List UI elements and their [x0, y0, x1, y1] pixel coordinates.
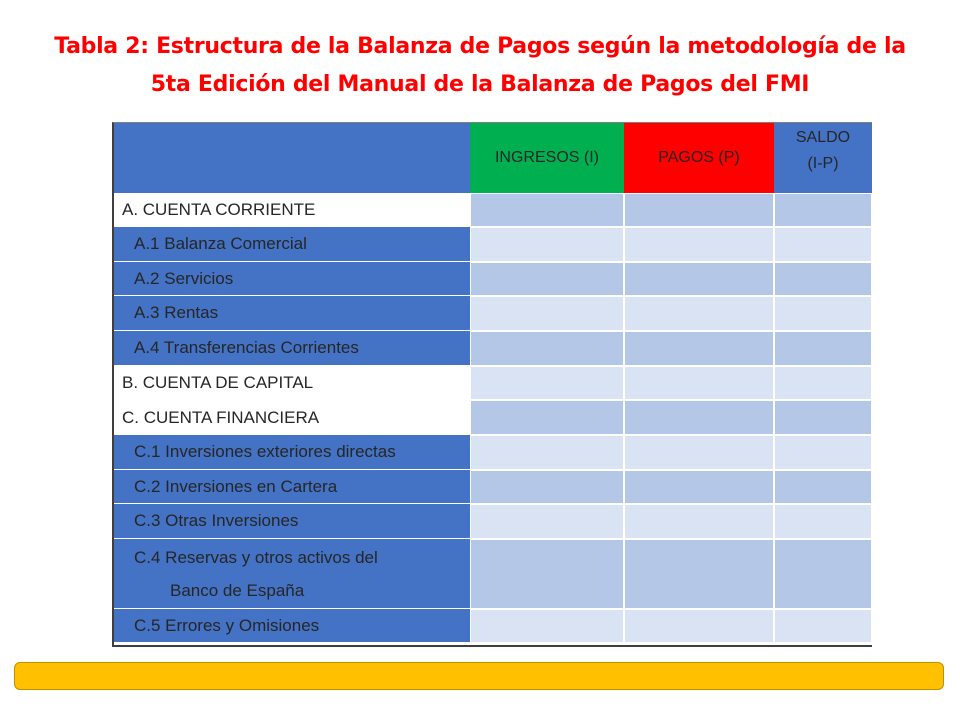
cell-saldo: [774, 331, 872, 366]
cell-saldo: [774, 400, 872, 435]
cell-pagos: [624, 296, 774, 331]
row-label-reservas-line-2: Banco de España: [170, 581, 305, 600]
cell-ingresos: [470, 504, 624, 539]
cell-saldo: [774, 227, 872, 262]
cell-ingresos: [470, 296, 624, 331]
row-label-errores-y-omisiones: C.5 Errores y Omisiones: [114, 609, 470, 643]
cell-ingresos: [470, 227, 624, 262]
cell-pagos: [624, 193, 774, 227]
header-ingresos: INGRESOS (I): [470, 123, 624, 193]
cell-pagos: [624, 400, 774, 435]
balance-of-payments-table: [112, 122, 872, 647]
cell-pagos: [624, 227, 774, 262]
header-saldo-line-1: SALDO: [795, 129, 851, 146]
cell-ingresos: [470, 193, 624, 227]
header-pagos: PAGOS (P): [624, 123, 774, 193]
row-label-servicios: A.2 Servicios: [114, 262, 470, 296]
cell-saldo: [774, 504, 872, 539]
row-label-inversiones-exteriores-directas: C.1 Inversiones exteriores directas: [114, 435, 470, 470]
cell-pagos: [624, 470, 774, 504]
cell-ingresos: [470, 470, 624, 504]
cell-saldo: [774, 296, 872, 331]
cell-ingresos: [470, 609, 624, 643]
row-label-reservas: [114, 539, 470, 609]
cell-ingresos: [470, 331, 624, 366]
cell-ingresos: [470, 539, 624, 609]
row-label-rentas: A.3 Rentas: [114, 296, 470, 331]
row-label-cuenta-corriente: A. CUENTA CORRIENTE: [114, 193, 470, 227]
cell-saldo: [774, 539, 872, 609]
slide-title: [10, 28, 950, 104]
cell-pagos: [624, 539, 774, 609]
cell-pagos: [624, 504, 774, 539]
cell-pagos: [624, 262, 774, 296]
row-label-otras-inversiones: C.3 Otras Inversiones: [114, 504, 470, 539]
row-label-cuenta-de-capital: B. CUENTA DE CAPITAL: [114, 366, 470, 400]
title-line-2: 5ta Edición del Manual de la Balanza de Pagos del FMI: [150, 72, 810, 97]
cell-pagos: [624, 331, 774, 366]
header-label-column: [114, 123, 470, 193]
footer-bar: [14, 662, 944, 690]
cell-saldo: [774, 435, 872, 470]
title-line-1: Tabla 2: Estructura de la Balanza de Pagos según la metodología de la: [54, 34, 906, 59]
cell-pagos: [624, 366, 774, 400]
cell-saldo: [774, 366, 872, 400]
row-label-reservas-line-1: C.4 Reservas y otros activos del: [134, 548, 378, 567]
row-label-cuenta-financiera: C. CUENTA FINANCIERA: [114, 400, 470, 435]
cell-ingresos: [470, 366, 624, 400]
row-label-inversiones-en-cartera: C.2 Inversiones en Cartera: [114, 470, 470, 504]
cell-pagos: [624, 435, 774, 470]
cell-pagos: [624, 609, 774, 643]
header-saldo: [774, 123, 872, 193]
cell-saldo: [774, 193, 872, 227]
cell-saldo: [774, 609, 872, 643]
cell-ingresos: [470, 400, 624, 435]
row-label-transferencias-corrientes: A.4 Transferencias Corrientes: [114, 331, 470, 366]
cell-ingresos: [470, 262, 624, 296]
cell-ingresos: [470, 435, 624, 470]
header-saldo-line-2: (I-P): [807, 155, 839, 172]
row-label-balanza-comercial: A.1 Balanza Comercial: [114, 227, 470, 262]
cell-saldo: [774, 262, 872, 296]
cell-saldo: [774, 470, 872, 504]
